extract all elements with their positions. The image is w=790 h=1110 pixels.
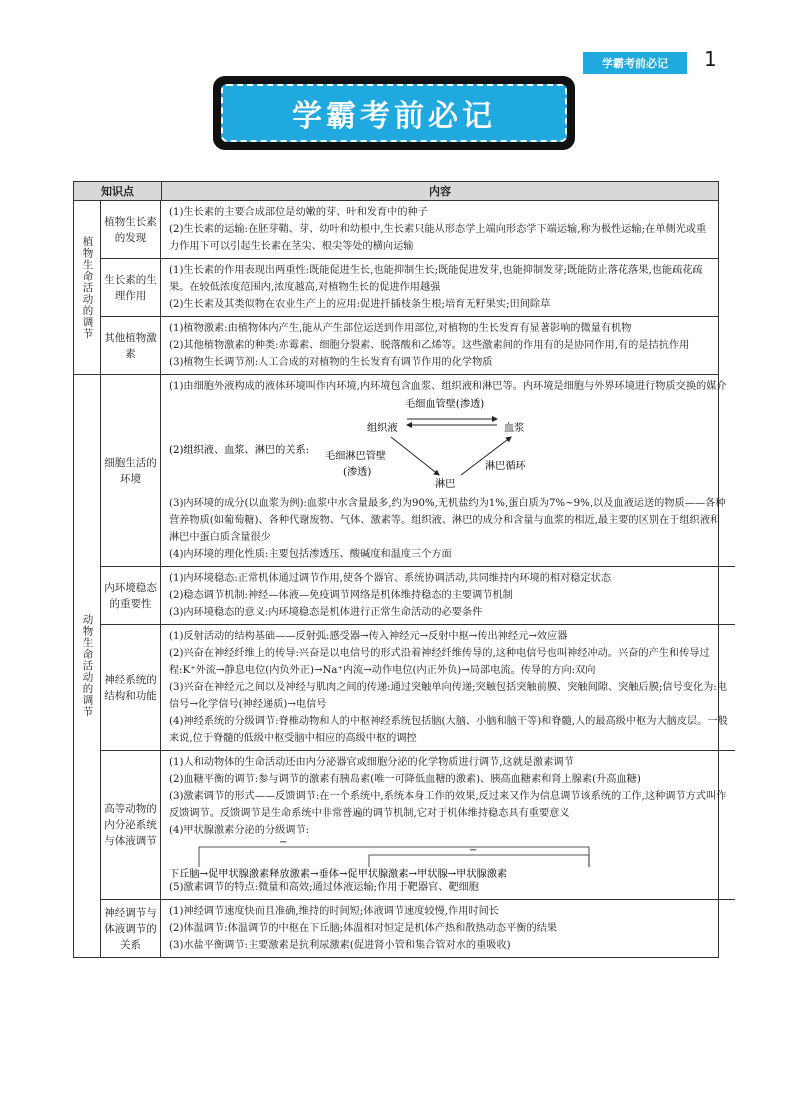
content-line: (1)内环境稳态:正常机体通过调节作用,使各个器官、系统协调活动,共同维持内环境的相对稳定状态 — [169, 573, 612, 584]
content-line: (4)神经系统的分级调节:脊椎动物和人的中枢神经系统包括脑(大脑、小脑和脑干等)和脊髓,人的最高级中枢为大脑皮层。一般来说,位于脊髓的低级中枢受脑中相应的高级中枢的调控 — [169, 716, 728, 744]
content-line: (2)生长素及其类似物在农业生产上的应用:促进扦插枝条生根;培育无籽果实;田间除草 — [169, 299, 551, 310]
thyroid-flow-diagram — [169, 839, 729, 879]
page-number: 1 — [704, 47, 717, 71]
content-line: (4)内环境的理化性质:主要包括渗透压、酸碱度和温度三个方面 — [169, 549, 452, 560]
thyroid-flow-text: 下丘脑→促甲状腺激素释放激素→垂体→促甲状腺激素→甲状腺→甲状腺激素 — [169, 869, 508, 879]
content-line: (1)反射活动的结构基础——反射弧:感受器→传入神经元→反射中枢→传出神经元→效应器 — [169, 631, 568, 642]
topic-cell: 高等动物的内分泌系统与体液调节 — [101, 751, 161, 899]
node-lymph: 淋巴 — [435, 479, 456, 490]
content-line: (1)生长素的作用表现出两重性:既能促进生长,也能抑制生长;既能促进发芽,也能抑制发芽;既能防止落花落果,也能疏花疏果。在较低浓度范围内,浓度越高,对植物生长的促进作用越强 — [169, 265, 703, 293]
section-animal — [74, 375, 728, 957]
content-line: (3)水盐平衡调节:主要激素是抗利尿激素(促进肾小管和集合管对水的重吸收) — [169, 940, 511, 951]
content-line: (2)血糖平衡的调节:参与调节的激素有胰岛素(唯一可降低血糖的激素)、胰高血糖素和肾上腺素(升高血糖) — [169, 774, 641, 785]
content-line: (2)生长素的运输:在胚芽鞘、芽、幼叶和幼根中,生长素只能从形态学上端向形态学下端运输,称为极性运输;在单侧光或重力作用下可以引起生长素在茎尖、根尖等处的横向运输 — [169, 224, 707, 252]
node-tissue-fluid: 组织液 — [367, 423, 398, 434]
content-cell — [161, 259, 718, 316]
feedback-line-long — [199, 847, 589, 867]
content-line: (4)甲状腺激素分泌的分级调节: — [169, 825, 310, 836]
title-banner — [213, 76, 575, 150]
content-cell — [161, 625, 735, 750]
thyroid-flow-svg — [169, 839, 689, 879]
content-cell — [161, 317, 718, 374]
content-line: (1)由细胞外液构成的液体环境叫作内环境,内环境包含血浆、组织液和淋巴等。内环境是细胞与外界环境进行物质交换的媒介 — [169, 381, 727, 392]
content-line: (2)体温调节:体温调节的中枢在下丘脑;体温相对恒定是机体产热和散热动态平衡的结果 — [169, 923, 558, 934]
body-fluid-diagram-svg — [169, 395, 729, 495]
topic-cell: 神经调节与体液调节的关系 — [101, 900, 161, 957]
content-line: (2)稳态调节机制:神经—体液—免疫调节网络是机体维持稳态的主要调节机制 — [169, 590, 513, 601]
topic-cell: 植物生长素的发现 — [101, 201, 161, 258]
table-row — [101, 567, 735, 625]
section-plant — [74, 201, 718, 375]
table-row — [101, 259, 718, 317]
content-line: (3)植物生长调节剂:人工合成的对植物的生长发育有调节作用的化学物质 — [169, 357, 493, 368]
content-line: (5)激素调节的特点:微量和高效;通过体液运输;作用于靶器官、靶细胞 — [169, 882, 479, 893]
column-header-content: 内容 — [429, 185, 451, 198]
table-row — [101, 751, 735, 900]
edge-lymph-wall-b: (渗透) — [343, 467, 372, 478]
content-cell — [161, 900, 735, 957]
table-header — [74, 182, 718, 201]
content-line: (1)神经调节速度快而且准确,维持的时间短;体液调节速度较慢,作用时间长 — [169, 906, 499, 917]
content-cell — [161, 751, 735, 899]
diagram-prefix: (2)组织液、血浆、淋巴的关系: — [169, 445, 310, 456]
content-cell — [161, 567, 735, 624]
topic-cell: 神经系统的结构和功能 — [101, 625, 161, 750]
section-label: 动物生命活动的调节 — [74, 375, 101, 957]
content-cell — [161, 201, 718, 258]
knowledge-table — [73, 181, 728, 958]
page-title: 学霸考前必记 — [221, 84, 567, 142]
content-line: (1)人和动物体的生命活动还由内分泌器官或细胞分泌的化学物质进行调节,这就是激素调节 — [169, 757, 574, 768]
arrow-tissue-to-lymph — [391, 437, 439, 475]
content-line: (3)内环境的成分(以血浆为例):血浆中水含量最多,约为90%,无机盐约为1%,蛋白质为7%~9%,以及血液运送的物质——各种营养物质(如葡萄糖)、各种代谢废物、气体、激素等。组织液、淋巴的成分和含量与血浆的相近,最主要的区别在于组织液和淋巴中蛋白质含量很少 — [169, 498, 726, 543]
table-row — [101, 375, 735, 567]
content-line: (3)兴奋在神经元之间以及神经与肌肉之间的传递:通过突触单向传递;突触包括突触前膜、突触间隙、突触后膜;信号变化为:电信号→化学信号(神经递质)→电信号 — [169, 682, 727, 710]
content-line: (1)生长素的主要合成部位是幼嫩的芽、叶和发育中的种子 — [169, 207, 428, 218]
body-fluid-diagram — [169, 395, 729, 495]
feedback-line-short — [369, 855, 589, 867]
content-line: (3)内环境稳态的意义:内环境稳态是机体进行正常生命活动的必要条件 — [169, 607, 483, 618]
node-plasma: 血浆 — [504, 423, 525, 434]
minus-sign-1: − — [279, 839, 288, 848]
table-row — [101, 317, 718, 374]
edge-lymph-wall: 毛细淋巴管壁 — [325, 451, 387, 462]
content-line: (1)植物激素:由植物体内产生,能从产生部位运送到作用部位,对植物的生长发育有显著影响的微量有机物 — [169, 323, 632, 334]
edge-capillary-wall: 毛细血管壁(渗透) — [405, 399, 485, 410]
section-label: 植物生命活动的调节 — [74, 201, 101, 374]
content-line: (3)激素调节的形式——反馈调节:在一个系统中,系统本身工作的效果,反过来又作为信息调节该系统的工作,这种调节方式叫作反馈调节。反馈调节是生命系统中非常普遍的调节机制,它对于机体维持稳态具有重要意义 — [169, 791, 727, 819]
content-line: (2)其他植物激素的种类:赤霉素、细胞分裂素、脱落酸和乙烯等。这些激素间的作用有的是协同作用,有的是拮抗作用 — [169, 340, 690, 351]
topic-cell: 生长素的生理作用 — [101, 259, 161, 316]
column-header-topic: 知识点 — [74, 182, 162, 200]
content-line: (2)兴奋在神经纤维上的传导:兴奋是以电信号的形式沿着神经纤维传导的,这种电信号也叫神经冲动。兴奋的产生和传导过程:K⁺外流→静息电位(内负外正)→Na⁺内流→动作电位(内正外负)→局部电流。传导的方向:双向 — [169, 648, 710, 676]
topic-cell: 内环境稳态的重要性 — [101, 567, 161, 624]
table-row — [101, 201, 718, 259]
header-tag: 学霸考前必记 — [583, 52, 687, 74]
edge-lymph-circulation: 淋巴循环 — [485, 461, 526, 472]
minus-sign-2: − — [469, 845, 478, 856]
topic-cell: 其他植物激素 — [101, 317, 161, 374]
table-row — [101, 900, 735, 957]
topic-cell: 细胞生活的环境 — [101, 375, 161, 566]
content-cell — [161, 375, 735, 566]
table-row — [101, 625, 735, 751]
